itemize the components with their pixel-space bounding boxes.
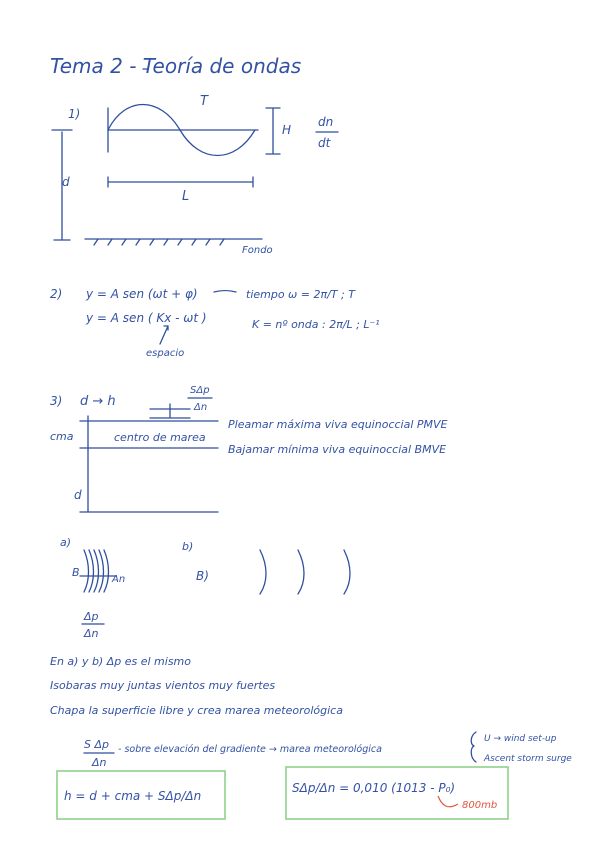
case-b-b-letter: B) xyxy=(196,569,209,583)
pleamar-note: Pleamar máxima viva equinoccial PMVE xyxy=(228,418,448,431)
dn-denominator: Δn xyxy=(84,627,99,640)
time-connector xyxy=(214,291,236,293)
note-line-3: Chapa la superficie libre y crea marea meteorológica xyxy=(50,704,343,717)
height-bracket xyxy=(266,108,280,154)
height-formula: h = d + cma + SΔp/Δn xyxy=(64,789,202,803)
wavelength-arrow xyxy=(108,177,253,187)
surge-term-denominator: Δn xyxy=(92,756,107,769)
wind-setup-note: U → wind set-up xyxy=(484,734,557,744)
tide-depth-label: d xyxy=(74,488,82,502)
angular-frequency-note: tiempo ω = 2π/T ; T xyxy=(246,288,355,301)
wave-equation-space: y = A sen ( Kx - ωt ) xyxy=(86,311,207,325)
pressure-red-arrow xyxy=(438,796,458,807)
dt-label: dt xyxy=(318,136,331,150)
case-a-an-label: An xyxy=(112,574,126,585)
surge-bracket xyxy=(150,404,190,418)
wave-height-label: H xyxy=(282,123,292,137)
sparse-isobars xyxy=(260,550,350,594)
wavelength-label: L xyxy=(182,189,190,204)
depth-to-height: d → h xyxy=(80,394,116,409)
bottom-label: Fondo xyxy=(242,245,273,256)
depth-label: d xyxy=(62,175,70,189)
cma-label: cma xyxy=(50,430,74,443)
wave-number-note: K = nº onda : 2π/L ; L⁻¹ xyxy=(252,318,380,331)
note-line-2: Isobaras muy juntas vientos muy fuertes xyxy=(50,679,276,692)
dense-isobars xyxy=(80,550,116,592)
dn-label: dn xyxy=(318,115,334,129)
s1-number: 1) xyxy=(68,107,81,121)
espacio-arrow xyxy=(160,326,168,344)
wave-period-label: T xyxy=(200,94,208,109)
s2-number: 2) xyxy=(50,287,63,301)
page-title: Tema 2 - Teoría de ondas xyxy=(50,54,302,78)
bajamar-note: Bajamar mínima viva equinoccial BMVE xyxy=(228,443,447,456)
dp-numerator: Δp xyxy=(84,610,99,623)
surge-brace xyxy=(471,732,476,762)
surge-denominator: Δn xyxy=(194,402,208,413)
storm-surge-note: Ascent storm surge xyxy=(484,754,572,764)
tide-center-label: centro de marea xyxy=(114,431,206,444)
note-line-1: En a) y b) Δp es el mismo xyxy=(50,655,191,668)
espacio-label: espacio xyxy=(146,348,185,359)
s3-number: 3) xyxy=(50,394,63,408)
surge-numerator: SΔp xyxy=(190,385,210,396)
surge-description: - sobre elevación del gradiente → marea meteorológica xyxy=(118,744,382,755)
surge-term-numerator: S Δp xyxy=(84,738,109,751)
sea-bottom-hatch xyxy=(94,239,224,245)
wave-equation-time: y = A sen (ωt + φ) xyxy=(86,287,198,301)
pressure-red-note: 800mb xyxy=(462,800,498,811)
surge-formula: SΔp/Δn = 0,010 (1013 - P₀) xyxy=(292,781,456,795)
case-b-label: b) xyxy=(182,540,194,553)
case-a-label: a) xyxy=(60,536,72,549)
case-a-b-letter: B xyxy=(72,566,80,579)
